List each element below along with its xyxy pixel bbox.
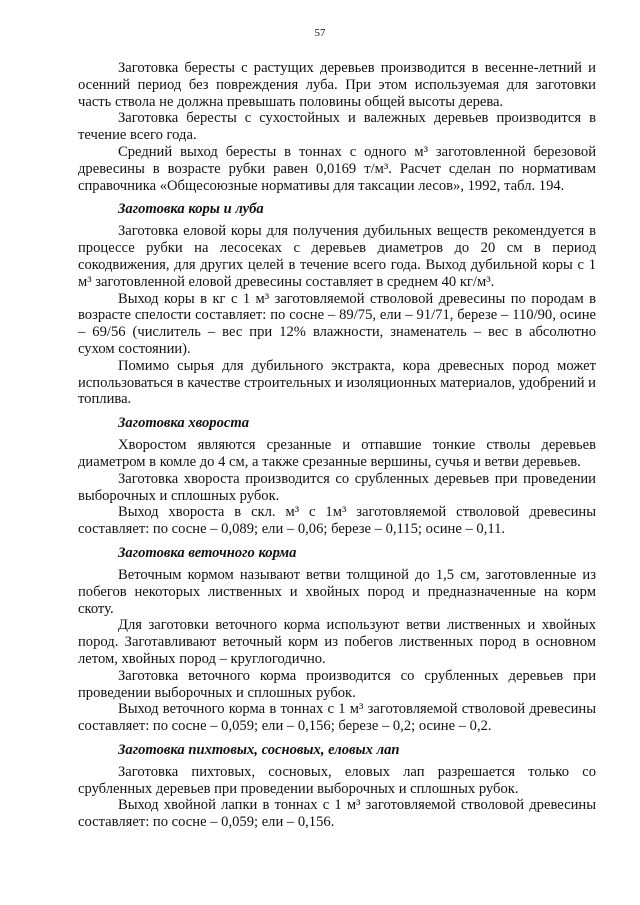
paragraph: Заготовка хвороста производится со срубленных деревьев при проведении выборочных и сплошных рубок.: [78, 470, 596, 504]
paragraph: Выход хвойной лапки в тоннах с 1 м³ заготовляемой стволовой древесины составляет: по сосне – 0,059; ели – 0,156.: [78, 797, 596, 831]
paragraph: Выход веточного корма в тоннах с 1 м³ заготовляемой стволовой древесины составляет: по сосне – 0,059; ели – 0,156; березе – 0,2; осине – 0,2.: [78, 701, 596, 735]
page-number: 57: [314, 27, 326, 39]
section-heading-twig-feed: Заготовка веточного корма: [118, 544, 297, 561]
paragraph: Помимо сырья для дубильного экстракта, кора древесных пород может использоваться в качестве строительных и изоляционных материалов, удобрений и топлива.: [78, 357, 596, 408]
paragraph: Для заготовки веточного корма используют ветви лиственных и хвойных пород. Заготавливают веточный корм из побегов лиственных пород в основном летом, хвойных пород – круглогодично.: [78, 617, 596, 667]
paragraph: Заготовка бересты с растущих деревьев производится в весенне-летний и осенний период без повреждения луба. При этом используемая для заготовки часть ствола не должна превышать половины общей высоты дерева.: [78, 60, 596, 110]
paragraph: Заготовка еловой коры для получения дубильных веществ рекомендуется в процессе рубки на лесосеках с деревьев диаметров до 20 см в период сокодвижения, для других целей в течение всего года. Выход дубильной коры с 1 м³ заготовленной еловой древесины составляет в среднем 40 кг/м³.: [78, 223, 596, 290]
paragraph: Средний выход бересты в тоннах с одного м³ заготовленной березовой древесины в возрасте рубки равен 0,0169 т/м³. Расчет сделан по нормативам справочника «Общесоюзные нормативы для таксации лесов», 1992, табл. 194.: [78, 143, 596, 194]
paragraph: Веточным кормом называют ветви толщиной до 1,5 см, заготовленные из побегов некоторых лиственных и хвойных пород и предназначенные на корм скоту.: [78, 566, 596, 617]
paragraph: Хворостом являются срезанные и отпавшие тонкие стволы деревьев диаметром в комле до 4 см, а также срезанные вершины, сучья и ветви деревьев.: [78, 437, 596, 470]
page-content: [78, 60, 596, 831]
section-heading-conifer-branches: Заготовка пихтовых, сосновых, еловых лап: [118, 741, 400, 758]
paragraph: Выход коры в кг с 1 м³ заготовляемой стволовой древесины по породам в возрасте спелости составляет: по сосне – 89/75, ели – 91/71, березе – 110/90, осине – 69/56 (числитель – вес при 12% влажности, знаменатель – вес в абсолютно сухом состоянии).: [78, 290, 596, 357]
section-heading-brushwood: Заготовка хвороста: [118, 415, 250, 432]
section-heading-bark: Заготовка коры и луба: [118, 201, 264, 218]
paragraph: Заготовка веточного корма производится со срубленных деревьев при проведении выборочных и сплошных рубок.: [78, 667, 596, 701]
paragraph: Заготовка пихтовых, сосновых, еловых лап разрешается только со срубленных деревьев при проведении выборочных и сплошных рубок.: [78, 763, 596, 797]
paragraph: Заготовка бересты с сухостойных и валежных деревьев производится в течение всего года.: [78, 110, 596, 144]
paragraph: Выход хвороста в скл. м³ с 1м³ заготовляемой стволовой древесины составляет: по сосне – 0,089; ели – 0,06; березе – 0,115; осине – 0,11.: [78, 504, 596, 538]
